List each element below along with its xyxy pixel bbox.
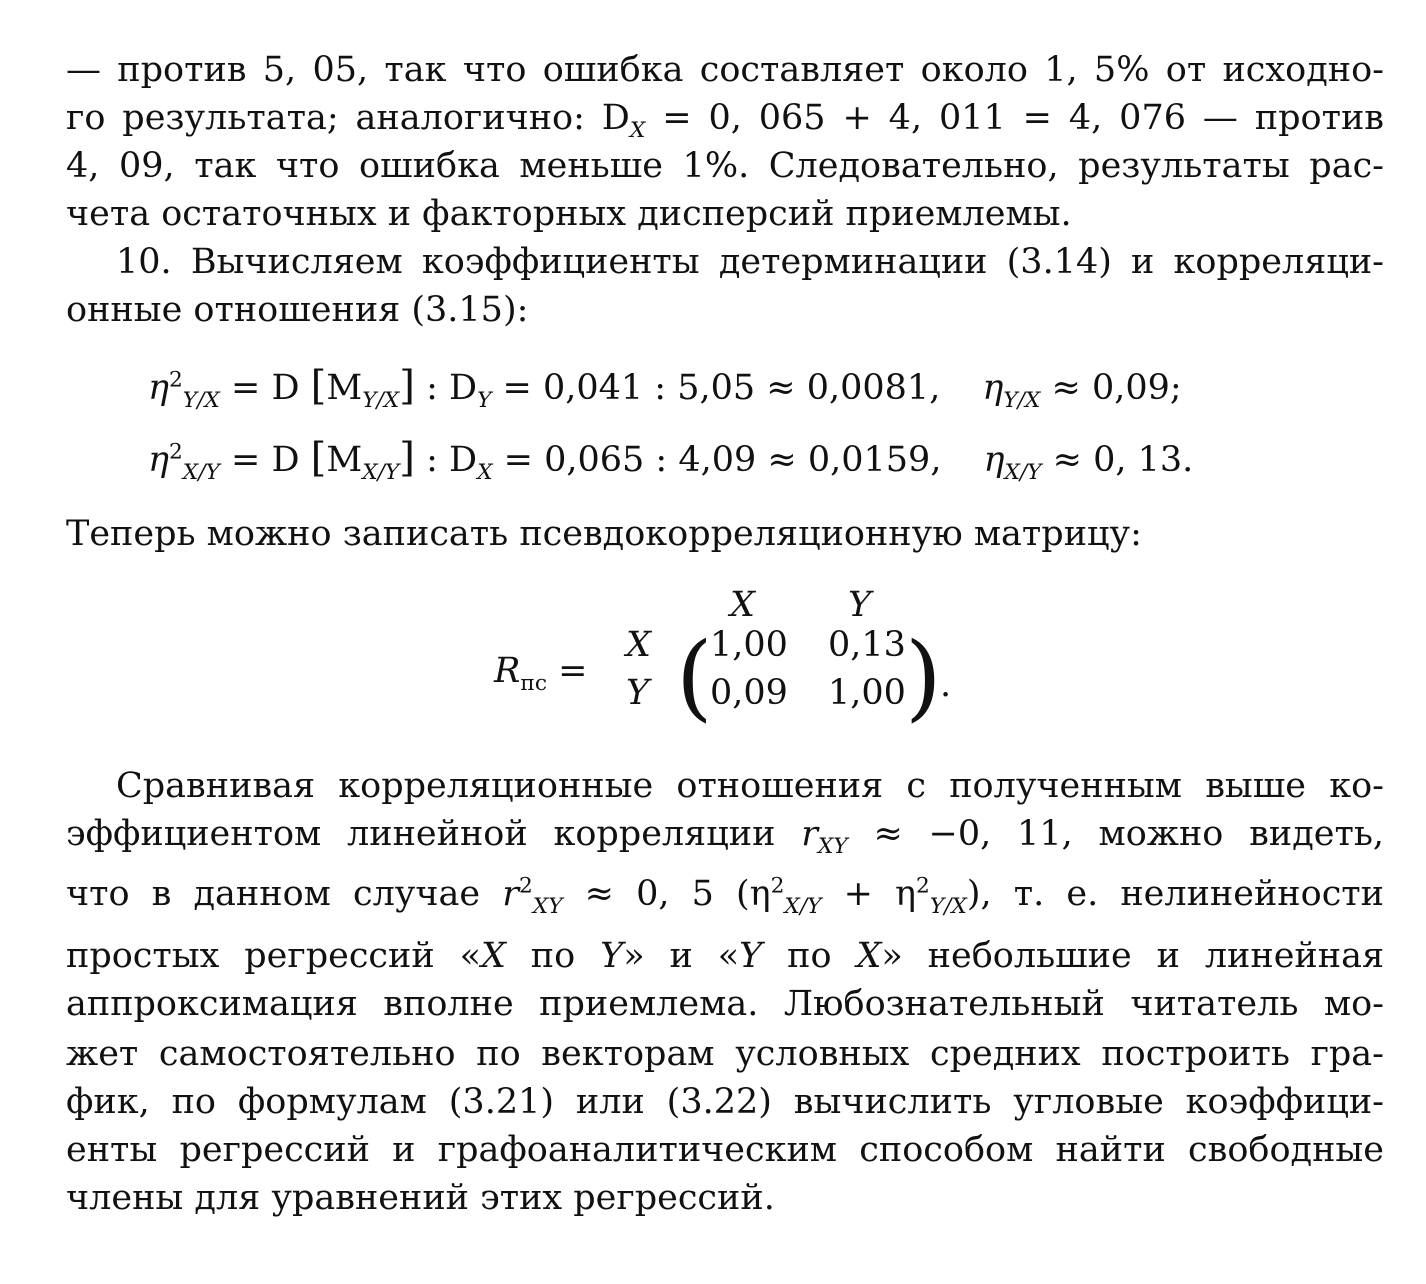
text-line: жет самостоятельно по векторам условных средних построить гра- <box>66 1034 1384 1074</box>
matrix-row-header: X <box>626 625 651 665</box>
text-line: 4, 09, так что ошибка меньше 1%. Следовательно, результаты рас- <box>66 146 1384 186</box>
text-line: онные отношения (3.15): <box>66 290 529 330</box>
matrix-intro: Теперь можно записать псевдокорреляционную матрицу: <box>66 514 1142 554</box>
matrix-col-header: Y <box>848 585 872 625</box>
text-line: эффициентом линейной корреляции $r_{XY} \approx -0$, 11, можно видеть, <box>66 814 1384 859</box>
text-line: енты регрессий и графоаналитическим способом найти свободные <box>66 1130 1384 1170</box>
text-line: аппроксимация вполне приемлема. Любознательный читатель мо- <box>66 984 1384 1024</box>
matrix-cell: 0,13 <box>828 625 906 665</box>
text-line: члены для уравнений этих регрессий. <box>66 1178 775 1218</box>
matrix-cell: 0,09 <box>710 673 788 713</box>
matrix-row-header: Y <box>626 673 650 713</box>
matrix-cell: 1,00 <box>710 625 788 665</box>
equation-block <box>0 362 1426 484</box>
text-line: 10. Вычисляем коэффициенты детерминации (3.14) и корреляци- <box>116 242 1384 282</box>
equation-eta-y-x: $\eta^2_{Y/X} = D$ $[M_{Y/X}]$ : $D_Y = 0,041$ : 5,05 ≈ 0,0081, $\eta_{Y/X} \approx 0,09$; <box>148 363 1182 413</box>
matrix-right-paren: ) <box>905 623 942 732</box>
pseudo-correlation-matrix <box>0 585 1426 745</box>
text-line: го результата; аналогично: $D_X = 0$, 065 + 4, 011 = 4, 076 — против <box>66 98 1384 143</box>
matrix-left-paren: ( <box>676 623 713 732</box>
text-line: что в данном случае $r^2_{XY} \approx 0$, 5 $(\eta^2_{X/Y} + \eta^2_{Y/X})$, т. е. нелинейности <box>66 873 1384 919</box>
text-line: чета остаточных и факторных дисперсий приемлемы. <box>66 194 1072 234</box>
text-line: фик, по формулам (3.21) или (3.22) вычислить угловые коэффици- <box>66 1082 1384 1122</box>
text-line: Сравнивая корреляционные отношения с полученным выше ко- <box>116 766 1384 806</box>
equation-eta-x-y: $\eta^2_{X/Y} = D$ $[M_{X/Y}]$ : $D_X = 0,065$ : 4,09 ≈ 0,0159, $\eta_{X/Y} \approx 0$, 13. <box>148 435 1194 485</box>
matrix-end-period: . <box>940 665 952 705</box>
matrix-col-header: X <box>730 585 755 625</box>
text-line: — против 5, 05, так что ошибка составляет около 1, 5% от исходно- <box>66 50 1384 90</box>
matrix-cell: 1,00 <box>828 673 906 713</box>
text-line: простых регрессий «X по Y» и «Y по X» небольшие и линейная <box>66 936 1385 976</box>
matrix-label: $R_{пс}$ = <box>494 651 588 696</box>
